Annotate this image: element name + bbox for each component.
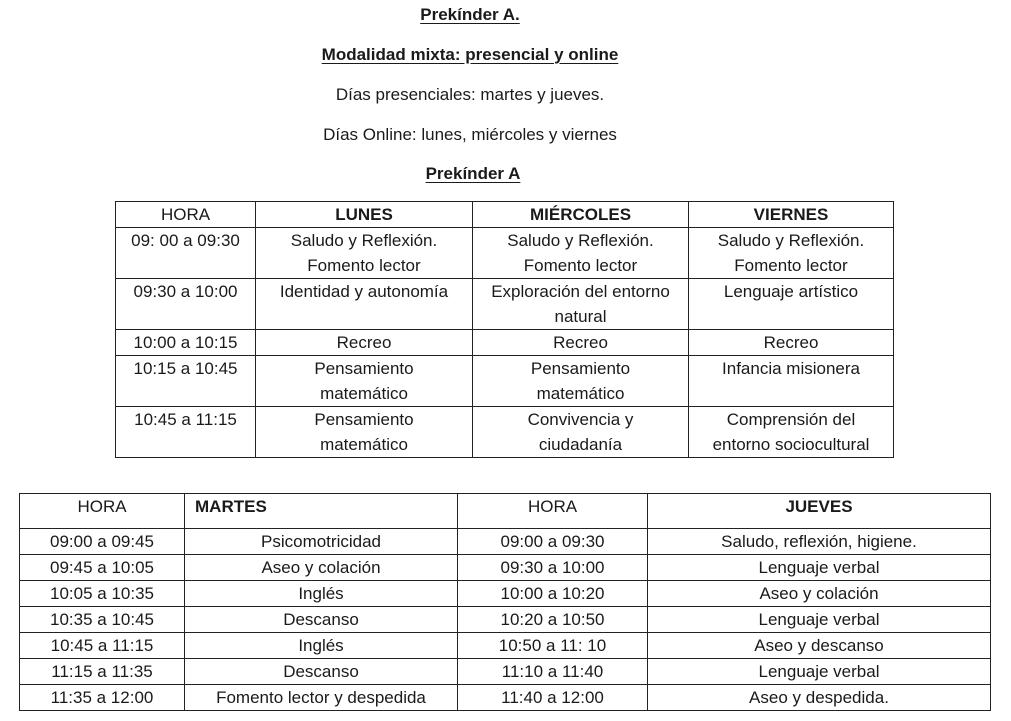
cell-line: Convivencia y <box>527 410 634 429</box>
table-row <box>20 529 991 555</box>
header-miercoles: MIÉRCOLES <box>473 202 689 228</box>
cell-viernes <box>689 228 894 279</box>
cell-lunes <box>256 356 473 407</box>
table-row <box>116 356 894 407</box>
cell-martes: Inglés <box>185 633 458 659</box>
cell-miercoles <box>473 356 689 407</box>
cell-lunes <box>256 330 473 356</box>
cell-line: Pensamiento <box>314 410 414 429</box>
cell-line: matemático <box>320 435 408 454</box>
cell-line: Pensamiento <box>314 359 414 378</box>
table-row <box>20 555 991 581</box>
header-viernes: VIERNES <box>689 202 894 228</box>
cell-hora-jueves: 10:20 a 10:50 <box>458 607 648 633</box>
header-hora-jueves: HORA <box>458 494 648 529</box>
cell-miercoles <box>473 407 689 458</box>
cell-hora-jueves: 09:30 a 10:00 <box>458 555 648 581</box>
cell-viernes <box>689 279 894 330</box>
cell-miercoles <box>473 279 689 330</box>
online-days-text: Días Online: lunes, miércoles y viernes <box>323 125 617 144</box>
cell-hora-jueves: 11:10 a 11:40 <box>458 659 648 685</box>
cell-hora-martes: 09:45 a 10:05 <box>20 555 185 581</box>
cell-jueves: Aseo y colación <box>648 581 991 607</box>
presential-days-text: Días presenciales: martes y jueves. <box>335 85 605 104</box>
cell-lunes <box>256 279 473 330</box>
cell-hora-martes: 09:00 a 09:45 <box>20 529 185 555</box>
table-row <box>116 279 894 330</box>
cell-martes: Aseo y colación <box>185 555 458 581</box>
cell-line: Recreo <box>553 333 608 352</box>
cell-jueves: Aseo y despedida. <box>648 685 991 711</box>
cell-hora-martes: 11:15 a 11:35 <box>20 659 185 685</box>
cell-jueves: Lenguaje verbal <box>648 555 991 581</box>
cell-martes: Inglés <box>185 581 458 607</box>
table-header-row <box>20 494 991 529</box>
cell-hora: 10:00 a 10:15 <box>116 330 256 356</box>
table-row <box>20 659 991 685</box>
cell-hora-jueves: 09:00 a 09:30 <box>458 529 648 555</box>
table-row <box>116 407 894 458</box>
table-header-row <box>116 202 894 228</box>
cell-lunes <box>256 407 473 458</box>
table-row <box>116 228 894 279</box>
cell-line: Fomento lector <box>734 256 848 275</box>
table-row <box>116 330 894 356</box>
header-hora-martes: HORA <box>20 494 185 529</box>
document-title: Prekínder A. <box>420 5 520 24</box>
cell-line: Identidad y autonomía <box>279 282 449 301</box>
cell-jueves: Lenguaje verbal <box>648 607 991 633</box>
cell-line: Recreo <box>336 333 392 352</box>
table-row <box>20 581 991 607</box>
cell-line: natural <box>554 307 607 326</box>
cell-line <box>693 381 889 406</box>
cell-line: Fomento lector <box>523 256 638 275</box>
cell-miercoles <box>473 330 689 356</box>
presential-schedule-table <box>19 493 991 711</box>
cell-jueves: Lenguaje verbal <box>648 659 991 685</box>
cell-lunes <box>256 228 473 279</box>
online-schedule-table <box>115 201 894 458</box>
header-martes: MARTES <box>185 494 458 529</box>
cell-line: Infancia misionera <box>722 359 860 378</box>
table-row <box>20 685 991 711</box>
cell-martes: Descanso <box>185 607 458 633</box>
cell-line: Recreo <box>763 333 819 352</box>
cell-line: ciudadanía <box>538 435 623 454</box>
cell-hora: 10:45 a 11:15 <box>116 407 256 458</box>
cell-martes: Descanso <box>185 659 458 685</box>
header-jueves: JUEVES <box>648 494 991 529</box>
cell-line: Pensamiento <box>530 359 631 378</box>
cell-line: Saludo y Reflexión. <box>290 231 438 250</box>
header-lunes: LUNES <box>256 202 473 228</box>
cell-viernes <box>689 356 894 407</box>
cell-hora: 09:30 a 10:00 <box>116 279 256 330</box>
cell-hora: 09: 00 a 09:30 <box>116 228 256 279</box>
cell-hora-martes: 10:05 a 10:35 <box>20 581 185 607</box>
section-title: Prekínder A <box>425 164 521 183</box>
cell-line: Saludo y Reflexión. <box>717 231 865 250</box>
cell-hora-jueves: 10:50 a 11: 10 <box>458 633 648 659</box>
cell-line: matemático <box>536 384 625 403</box>
cell-line: Comprensión del <box>726 410 856 429</box>
cell-line: matemático <box>320 384 408 403</box>
cell-miercoles <box>473 228 689 279</box>
cell-line: Exploración del entorno <box>491 282 670 301</box>
modality-title: Modalidad mixta: presencial y online <box>321 45 619 64</box>
cell-martes: Fomento lector y despedida <box>185 685 458 711</box>
table-row <box>20 607 991 633</box>
cell-line: Fomento lector <box>307 256 421 275</box>
table-row <box>20 633 991 659</box>
cell-line: entorno sociocultural <box>712 435 870 454</box>
cell-line <box>693 304 889 329</box>
cell-viernes <box>689 407 894 458</box>
cell-hora-jueves: 10:00 a 10:20 <box>458 581 648 607</box>
cell-line: Lenguaje artístico <box>723 282 859 301</box>
cell-hora-martes: 10:35 a 10:45 <box>20 607 185 633</box>
cell-line: Saludo y Reflexión. <box>507 231 654 250</box>
cell-viernes <box>689 330 894 356</box>
header-hora: HORA <box>116 202 256 228</box>
cell-jueves: Saludo, reflexión, higiene. <box>648 529 991 555</box>
cell-hora-martes: 10:45 a 11:15 <box>20 633 185 659</box>
cell-jueves: Aseo y descanso <box>648 633 991 659</box>
cell-hora-jueves: 11:40 a 12:00 <box>458 685 648 711</box>
cell-martes: Psicomotricidad <box>185 529 458 555</box>
cell-hora: 10:15 a 10:45 <box>116 356 256 407</box>
cell-hora-martes: 11:35 a 12:00 <box>20 685 185 711</box>
cell-line <box>260 304 468 329</box>
